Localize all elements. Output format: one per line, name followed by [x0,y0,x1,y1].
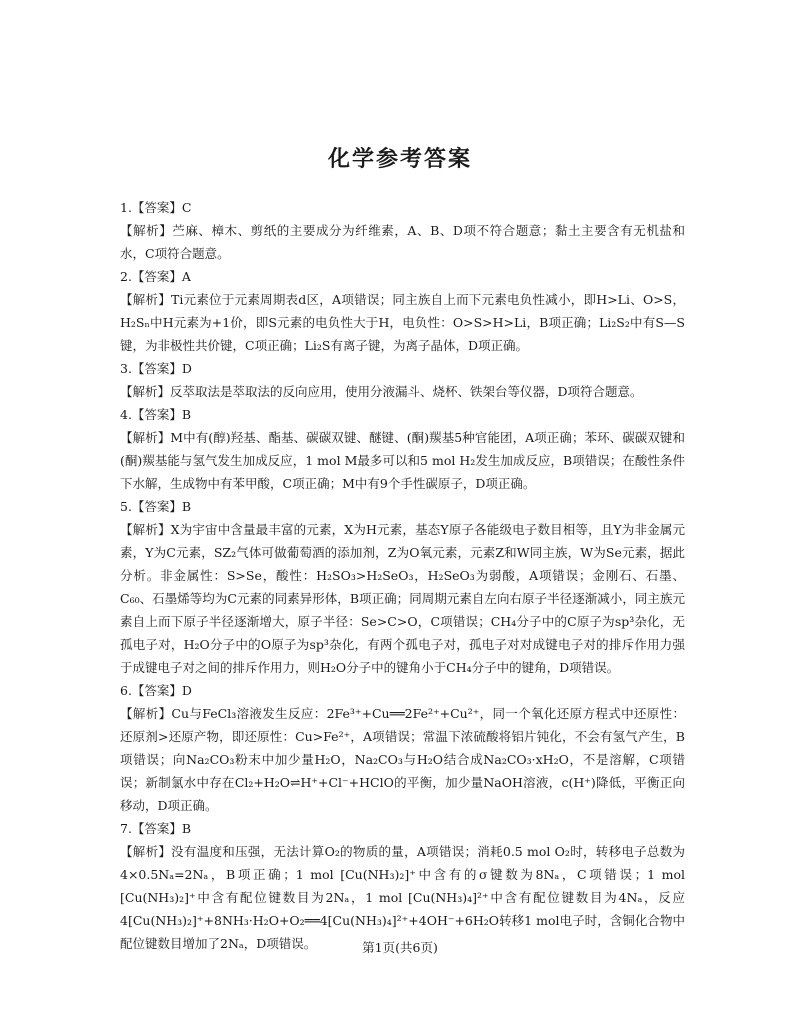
answer-item-7 [120,817,685,955]
analysis-text: 【解析】Ti元素位于元素周期表d区，A项错误；同主族自上而下元素电负性减小，即H>Li、O>S，H₂Sₙ中H元素为+1价，即S元素的电负性大于H，电负性：O>S>H>Li，B项正确；Li₂S₂中有S—S键，为非极性共价键，C项正确；Li₂S有离子键，为离子晶体，D项正确。 [120,292,685,353]
answer-item-1 [120,196,685,265]
answer-label: 7.【答案】B [120,821,192,836]
analysis-text: 【解析】X为宇宙中含量最丰富的元素，X为H元素，基态Y原子各能级电子数目相等，且Y为非金属元素，Y为C元素，SZ₂气体可做葡萄酒的添加剂，Z为O氧元素，元素Z和W同主族，W为Se元素，据此分析。非金属性：S>Se，酸性：H₂SO₃>H₂SeO₃，H₂SeO₃为弱酸，A项错误；金刚石、石墨、C₆₀、石墨烯等均为C元素的同素异形体，B项正确；同周期元素自左向右原子半径逐渐减小，同主族元素自上而下原子半径逐渐增大，原子半径：Se>C>O，C项错误；CH₄分子中的C原子为sp³杂化，无孤电子对，H₂O分子中的O原子为sp³杂化，有两个孤电子对，孤电子对对成键电子对的排斥作用力强于成键电子对之间的排斥作用力，则H₂O分子中的键角小于CH₄分子中的键角，D项错误。 [120,522,685,675]
answer-item-6 [120,679,685,817]
analysis-text: 【解析】苎麻、樟木、剪纸的主要成分为纤维素，A、B、D项不符合题意；黏土主要含有无机盐和水，C项符合题意。 [120,223,685,261]
answer-label: 6.【答案】D [120,683,192,698]
answer-label: 5.【答案】B [120,499,192,514]
analysis-text: 【解析】M中有(醇)羟基、酯基、碳碳双键、醚键、(酮)羰基5种官能团，A项正确；苯环、碳碳双键和(酮)羰基能与氢气发生加成反应，1 mol M最多可以和5 mol H₂发生加成反应，B项错误；在酸性条件下水解，生成物中有苯甲酸，C项正确；M中有9个手性碳原子，D项正确。 [120,430,685,491]
answer-item-5 [120,495,685,679]
answer-item-4 [120,403,685,495]
answer-label: 3.【答案】D [120,361,192,376]
analysis-text: 【解析】Cu与FeCl₃溶液发生反应：2Fe³⁺+Cu══2Fe²⁺+Cu²⁺，同一个氧化还原方程式中还原性：还原剂>还原产物，即还原性：Cu>Fe²⁺，A项错误；常温下浓硫酸将铝片钝化，不会有氢气产生，B项错误；向Na₂CO₃粉末中加少量H₂O，Na₂CO₃与H₂O结合成Na₂CO₃·xH₂O，不是溶解，C项错误；新制氯水中存在Cl₂+H₂O⇌H⁺+Cl⁻+HClO的平衡，加少量NaOH溶液，c(H⁺)降低，平衡正向移动，D项正确。 [120,706,685,813]
answer-list [120,196,685,955]
answer-label: 1.【答案】C [120,200,192,215]
answer-item-2 [120,265,685,357]
analysis-text: 【解析】反萃取法是萃取法的反向应用，使用分液漏斗、烧杯、铁架台等仪器，D项符合题意。 [120,384,643,399]
answer-label: 4.【答案】B [120,407,192,422]
analysis-text: 【解析】没有温度和压强，无法计算O₂的物质的量，A项错误；消耗0.5 mol O₂时，转移电子总数为4×0.5Nₐ=2Nₐ，B项正确；1 mol [Cu(NH₃)₂]⁺中含有的σ键数为8Nₐ，C项错误；1 mol [Cu(NH₃)₂]⁺中含有配位键数目为2Nₐ，1 mol [Cu(NH₃)₄]²⁺中含有配位键数目为4Nₐ，反应4[Cu(NH₃)₂]⁺+8NH₃·H₂O+O₂══4[Cu(NH₃)₄]²⁺+4OH⁻+6H₂O转移1 mol电子时，含铜化合物中配位键数目增加了2Nₐ，D项错误。 [120,844,685,951]
answer-label: 2.【答案】A [120,269,191,284]
page-title: 化学参考答案 [327,147,472,172]
answer-item-3 [120,357,685,403]
page-footer: 第1页(共6页) [362,940,438,955]
